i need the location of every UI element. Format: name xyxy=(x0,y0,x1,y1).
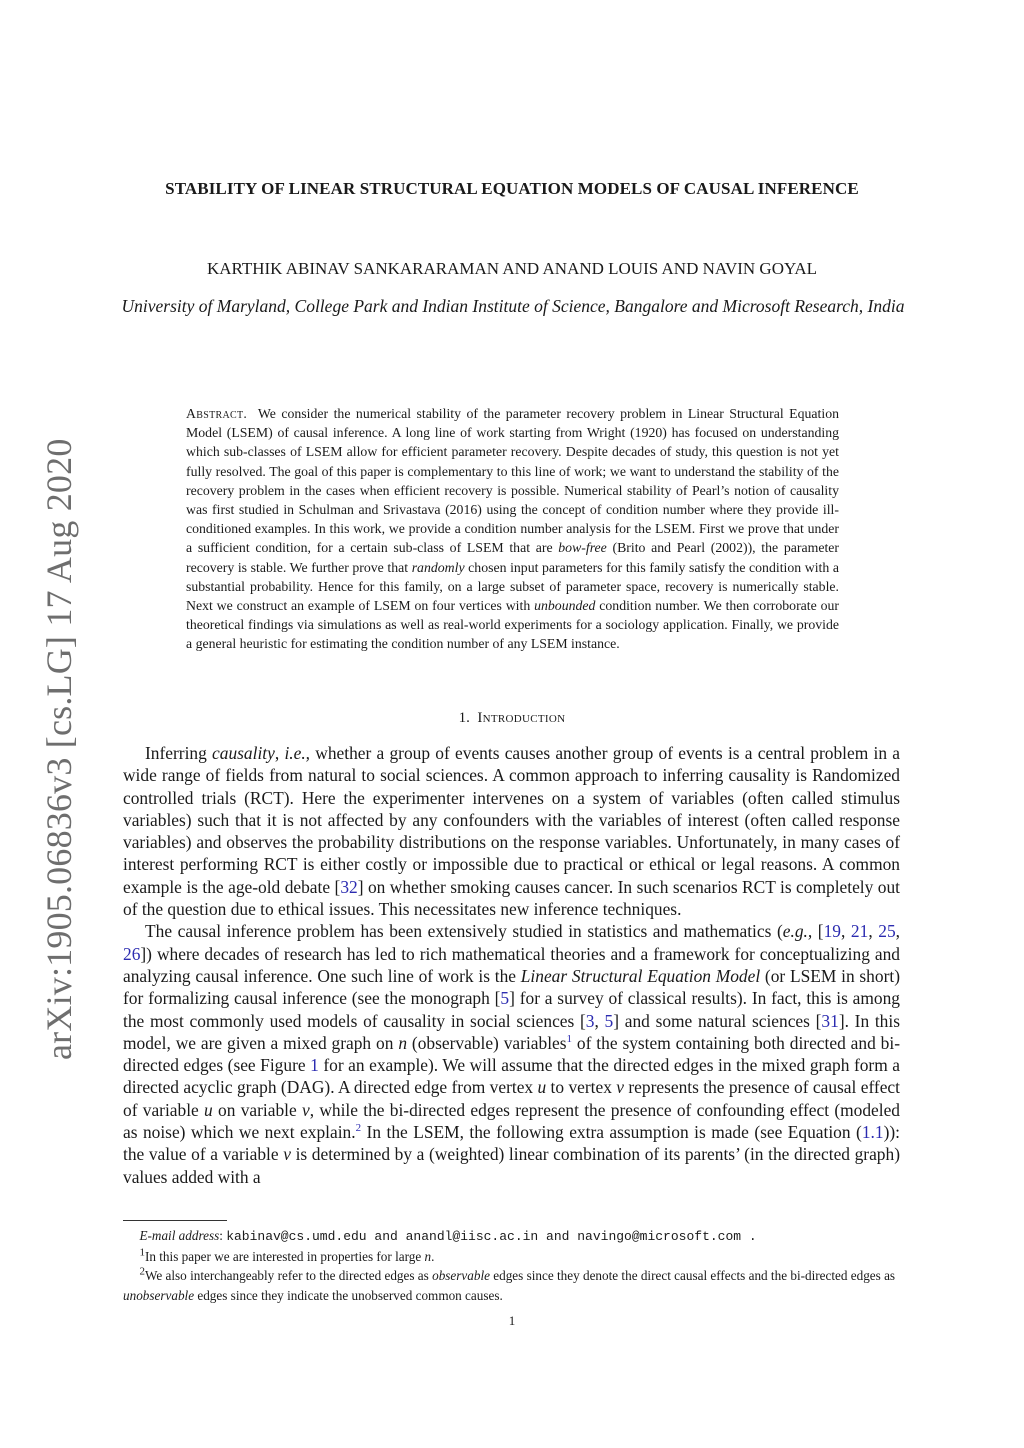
citation-link[interactable]: 3 xyxy=(585,1010,595,1031)
text-span: In the LSEM, the following extra assumption is made (see Equation ( xyxy=(361,1122,862,1143)
paper-authors: KARTHIK ABINAV SANKARARAMAN AND ANAND LOUIS AND NAVIN GOYAL xyxy=(206,259,818,278)
text-span: [ xyxy=(812,921,824,942)
text-span: ] on whether smoking causes cancer. In such scenarios RCT is completely out of the question due to ethical issues. This necessitates new inference techniques. xyxy=(123,876,900,920)
footnote-link[interactable]: 1 xyxy=(566,1033,573,1046)
text-span: edges since they indicate the unobserved common causes. xyxy=(194,1287,503,1303)
emphasis: n xyxy=(424,1248,432,1264)
abstract-text: condition number. We then corroborate our theoretical findings via simulations as well as real-world experiments for a sociology application. Finally, we provide a general heuristic for estimating the condition number of any LSEM instance. xyxy=(186,598,839,652)
text-span: , xyxy=(840,921,851,942)
paragraph xyxy=(123,742,900,920)
emphasis: v xyxy=(283,1144,291,1165)
email-label: E-mail address xyxy=(139,1228,220,1243)
text-span: , xyxy=(895,921,900,942)
email-footnote xyxy=(123,1226,900,1247)
emphasis: e.g., xyxy=(782,921,813,942)
paper-affiliation: University of Maryland, College Park and Indian Institute of Science, Bangalore and Microsoft Research, India xyxy=(121,296,905,316)
arxiv-identifier: arXiv:1905.06836v3 [cs.LG] 17 Aug 2020 xyxy=(39,438,79,1060)
equation-link[interactable]: 1.1 xyxy=(861,1122,884,1143)
emphasis: n xyxy=(398,1032,408,1053)
text-span: )): the value of a variable xyxy=(123,1122,900,1165)
paragraph xyxy=(123,920,900,1188)
text-span: of the system containing both directed and bi-directed edges (see Figure xyxy=(123,1032,900,1076)
text-span: , xyxy=(868,921,879,942)
text-span: ]) where decades of research has led to rich mathematical theories and a framework for conceptualizing and analyzing causal inference. One such line of work is the xyxy=(123,943,900,986)
emphasis: Linear Structural Equation Model xyxy=(520,965,761,986)
emphasis: i.e., xyxy=(284,743,311,763)
citation-link[interactable]: 5 xyxy=(500,988,510,1009)
abstract-label: Abstract. xyxy=(186,406,248,421)
footnote-mark: 1 xyxy=(139,1246,145,1259)
citation-link[interactable]: 21 xyxy=(850,921,869,942)
footnote-mark: 2 xyxy=(139,1265,145,1278)
abstract-emphasis: bow-free xyxy=(558,540,607,556)
citation-link[interactable]: 19 xyxy=(823,921,841,942)
abstract-emphasis: unbounded xyxy=(534,598,596,614)
email-addresses: kabinav@cs.umd.edu and anandl@iisc.ac.in and navingo@microsoft.com . xyxy=(226,1229,757,1244)
citation-link[interactable]: 5 xyxy=(604,1010,614,1031)
text-span: is determined by a (weighted) linear combination of its parents’ (in the directed graph) values added with a xyxy=(123,1144,900,1187)
footnote-2 xyxy=(123,1266,900,1305)
abstract-text: (Brito and Pearl (2002)), the parameter recovery is stable. We further prove that xyxy=(186,540,840,575)
section-title: Introduction xyxy=(477,710,566,726)
text-span: edges since they denote the direct causal effects and the bi-directed edges as xyxy=(489,1268,896,1283)
text-span: for an example). We will assume that the directed edges in the mixed graph form a directed acyclic graph (DAG). A directed edge from vertex xyxy=(123,1055,900,1098)
text-span: (observable) variables xyxy=(407,1032,567,1053)
text-span: to vertex xyxy=(546,1077,617,1098)
footnote-link[interactable]: 2 xyxy=(355,1122,362,1135)
text-span: , xyxy=(274,743,285,763)
figure-link[interactable]: 1 xyxy=(310,1055,319,1076)
page-number: 1 xyxy=(508,1313,516,1328)
text-span: : xyxy=(219,1228,227,1243)
emphasis: u xyxy=(204,1099,213,1120)
footnotes xyxy=(123,1226,900,1305)
text-span: on variable xyxy=(212,1099,302,1120)
abstract-text: We consider the numerical stability of the parameter recovery problem in Linear Structural Equation Model (LSEM) of causal inference. A long line of work starting from Wright (1920) has focused on understanding which sub-classes of LSEM allow for efficient parameter recovery. Despite decades of study, this question is not yet fully resolved. The goal of this paper is complementary to this line of work; we want to understand the stability of the recovery problem in the cases when efficient recovery is possible. Numerical stability of Pearl’s notion of causality was first studied in Schulman and Srivastava (2016) using the concept of condition number where they provide ill-conditioned examples. In this work, we provide a condition number analysis for the LSEM. First we prove that under a sufficient condition, for a certain sub-class of LSEM that are xyxy=(186,406,839,556)
text-span: , xyxy=(594,1010,605,1031)
text-span: . xyxy=(431,1248,435,1264)
emphasis: v xyxy=(301,1099,310,1120)
text-span: Inferring xyxy=(145,743,213,763)
text-span: ] and some natural sciences [ xyxy=(613,1010,822,1031)
section-heading xyxy=(0,710,1024,727)
text-span: We also interchangeably refer to the directed edges as xyxy=(144,1268,433,1283)
emphasis: u xyxy=(537,1077,547,1098)
citation-link[interactable]: 31 xyxy=(821,1010,839,1031)
text-span: represents the presence of causal effect of variable xyxy=(123,1077,900,1120)
emphasis: observable xyxy=(432,1268,490,1283)
abstract-text: chosen input parameters for this family satisfy the condition with a substantial probability. Hence for this family, on a large subset of parameter space, recovery is numerically stable. Next we construct an example of LSEM on four vertices with xyxy=(186,559,839,614)
emphasis: unobservable xyxy=(123,1287,195,1303)
body-text xyxy=(123,742,900,1188)
citation-link[interactable]: 32 xyxy=(340,876,358,897)
citation-link[interactable]: 26 xyxy=(123,943,141,964)
text-span: , while the bi-directed edges represent the presence of confounding effect (modeled as noise) which we next explain. xyxy=(123,1099,900,1143)
text-span: The causal inference problem has been extensively studied in statistics and mathematics ( xyxy=(145,921,783,942)
footnote-1 xyxy=(123,1247,900,1267)
emphasis: v xyxy=(616,1077,625,1098)
text-span: whether a group of events causes another group of events is a central problem in a wide range of fields from natural to social sciences. A common approach to inferring causality is Randomized controlled trials (RCT). Here the experimenter intervenes on a system of variables (often called stimulus variables) such that it is not affected by any confounders with the variables of interest (often called response variables) and observes the probability distributions on the response variables. Unfortunately, in many cases of interest performing RCT is either costly or impossible due to practical or ethical or legal reasons. A common example is the age-old debate [ xyxy=(123,743,900,897)
citation-link[interactable]: 25 xyxy=(878,921,896,942)
emphasis: causality xyxy=(212,743,275,763)
section-number: 1. xyxy=(458,710,470,726)
text-span: ]. In this model, we are given a mixed graph on xyxy=(123,1010,900,1053)
text-span: (or LSEM in short) for formalizing causal inference (see the monograph [ xyxy=(123,965,900,1009)
text-span: ] for a survey of classical results). In fact, this is among the most commonly used models of causality in social sciences [ xyxy=(123,988,900,1031)
footnote-divider xyxy=(123,1220,227,1221)
text-span: In this paper we are interested in properties for large xyxy=(144,1248,425,1264)
paper-title: STABILITY OF LINEAR STRUCTURAL EQUATION MODELS OF CAUSAL INFERENCE xyxy=(165,179,859,198)
abstract xyxy=(186,404,839,654)
abstract-emphasis: randomly xyxy=(411,559,465,575)
